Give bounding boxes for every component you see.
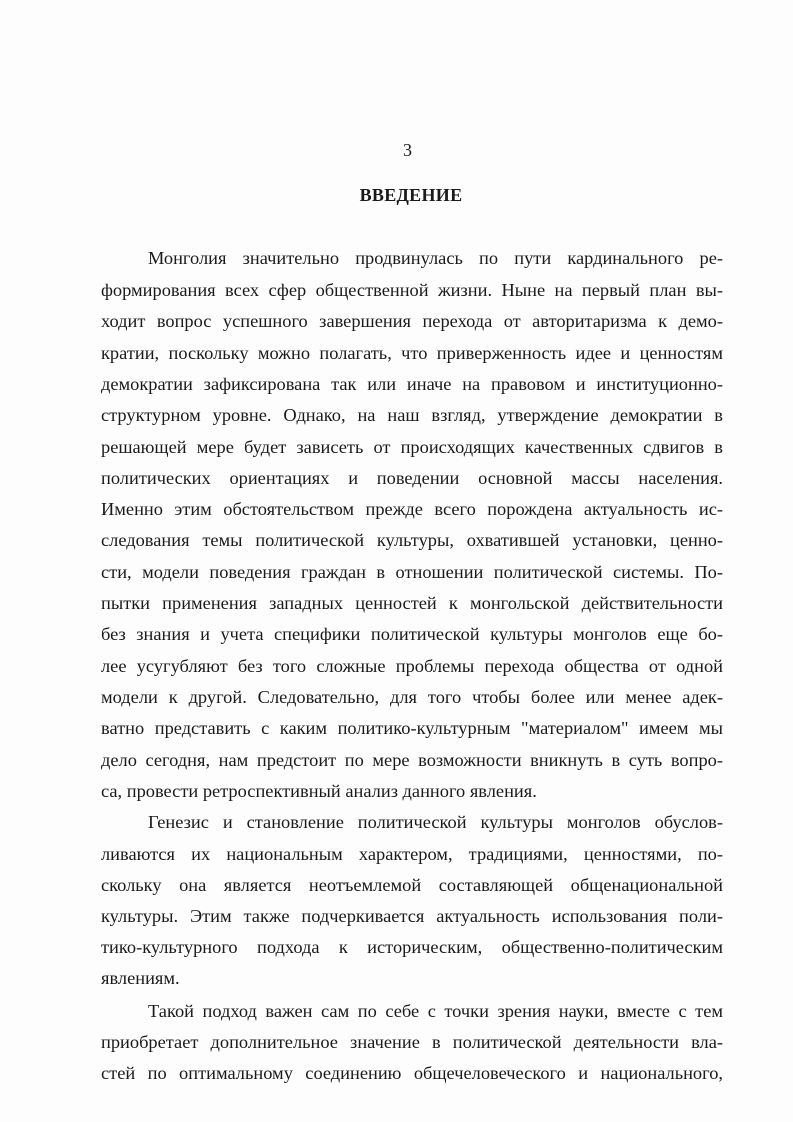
paragraph-1-line: са, провести ретроспективный анализ данного явления. bbox=[101, 781, 537, 801]
paragraph-2-line: явлениям. bbox=[101, 968, 180, 988]
paragraph-1-line: модели к другой. Следовательно, для того чтобы более или менее адек- bbox=[101, 687, 723, 707]
paragraph-2-line: культуры. Этим также подчеркивается актуальность использования поли- bbox=[101, 906, 723, 926]
page-number: 3 bbox=[403, 140, 412, 160]
paragraph-3-line: Такой подход важен сам по себе с точки зрения науки, вместе с тем bbox=[148, 1001, 723, 1021]
paragraph-1-line: кратии, поскольку можно полагать, что приверженность идее и ценностям bbox=[101, 343, 723, 363]
paragraph-1-line: формирования всех сфер общественной жизни. Ныне на первый план вы- bbox=[101, 280, 723, 300]
paragraph-1-line: лее усугубляют без того сложные проблемы перехода общества от одной bbox=[101, 656, 723, 676]
paragraph-3-line: приобретает дополнительное значение в политической деятельности вла- bbox=[101, 1032, 723, 1052]
paragraph-1-line: политических ориентациях и поведении основной массы населения. bbox=[101, 468, 723, 488]
paragraph-1-line: без знания и учета специфики политической культуры монголов еще бо- bbox=[101, 624, 723, 644]
paragraph-2-line: тико-культурного подхода к историческим, общественно-политическим bbox=[101, 937, 723, 957]
paragraph-2-line: скольку она является неотъемлемой составляющей общенациональной bbox=[101, 875, 723, 895]
paragraph-1-line: следования темы политической культуры, охватившей установки, ценно- bbox=[101, 530, 723, 550]
paragraph-1-line: демократии зафиксирована так или иначе на правовом и институционно- bbox=[101, 374, 723, 394]
paragraph-1-line: сти, модели поведения граждан в отношении политической системы. По- bbox=[101, 562, 723, 582]
paragraph-2-line: Генезис и становление политической культуры монголов обуслов- bbox=[148, 812, 723, 832]
paragraph-3-line: стей по оптимальному соединению общечеловеческого и национального, bbox=[101, 1063, 723, 1083]
paragraph-2-line: ливаются их национальным характером, традициями, ценностями, по- bbox=[101, 844, 723, 864]
paragraph-1-line: пытки применения западных ценностей к монгольской действительности bbox=[101, 593, 723, 613]
paragraph-1-line: структурном уровне. Однако, на наш взгляд, утверждение демократии в bbox=[101, 405, 723, 425]
paragraph-1-line: дело сегодня, нам предстоит по мере возможности вникнуть в суть вопро- bbox=[101, 750, 723, 770]
paragraph-1-line: ватно представить с каким политико-культурным "материалом" имеем мы bbox=[101, 718, 723, 738]
section-title: ВВЕДЕНИЕ bbox=[359, 185, 463, 205]
paragraph-1-line: Именно этим обстоятельством прежде всего порождена актуальность ис- bbox=[101, 499, 723, 519]
paragraph-1-line: решающей мере будет зависеть от происходящих качественных сдвигов в bbox=[101, 437, 723, 457]
paragraph-1-line: Монголия значительно продвинулась по пути кардинального ре- bbox=[148, 248, 723, 268]
paragraph-1-line: ходит вопрос успешного завершения перехода от авторитаризма к демо- bbox=[101, 311, 723, 331]
